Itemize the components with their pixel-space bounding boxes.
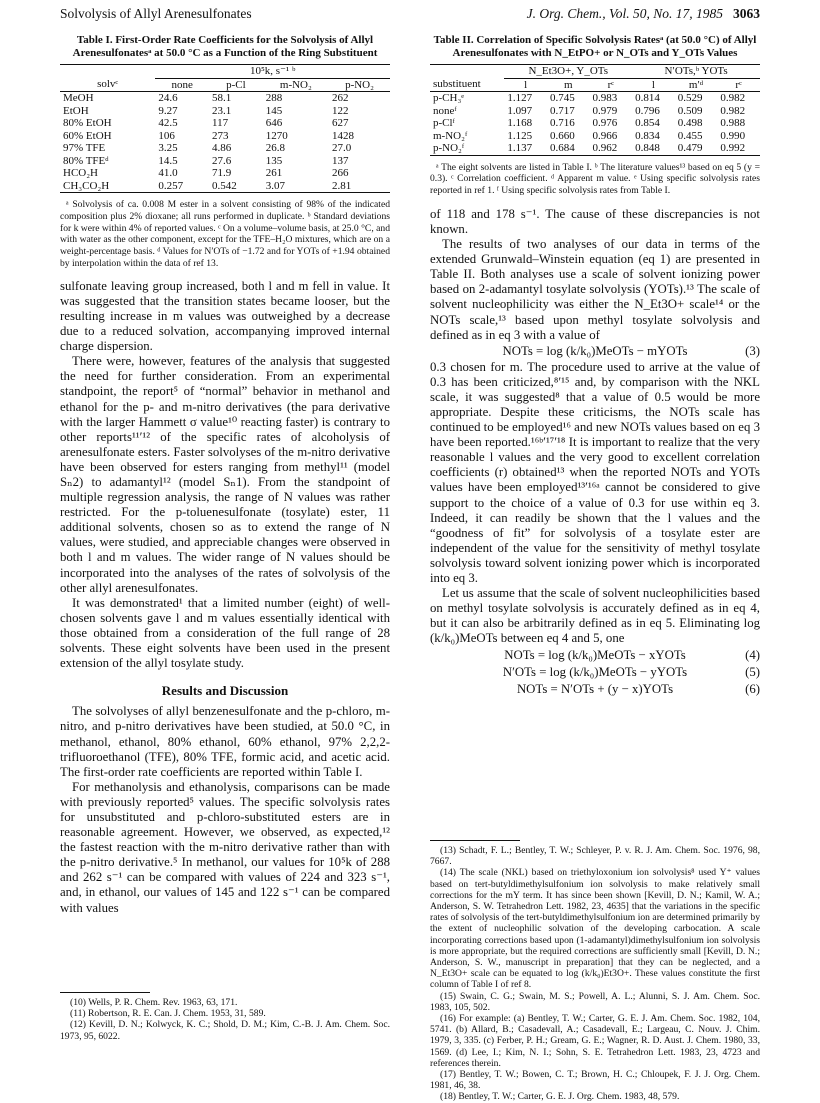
table-row (430, 130, 760, 143)
table2-group-header: N_Et3O+, Y_OTs (504, 65, 632, 79)
reference-rule (430, 840, 520, 841)
table2-col-header: m′ᵈ (675, 78, 718, 92)
table-cell: 1.168 (507, 117, 533, 129)
reference-rule (60, 992, 150, 993)
table-cell: 0.716 (549, 117, 575, 129)
table-row (60, 92, 390, 105)
table-cell: 23.1 (212, 104, 232, 117)
table1-col-header: p-NO₂ (329, 78, 390, 92)
table-cell: 122 (332, 104, 349, 117)
table1-col-header: m-NO₂ (263, 78, 329, 92)
table-cell: 0.684 (547, 142, 590, 155)
table-row (60, 180, 390, 193)
equation-number: (5) (745, 664, 760, 679)
running-header (60, 6, 760, 26)
table2-col-header: m (547, 78, 590, 92)
table-cell: 1.125 (507, 129, 533, 142)
table-cell: 3.25 (158, 142, 178, 154)
table-cell: 261 (265, 167, 283, 179)
table-cell: 0.717 (549, 104, 575, 117)
table-cell: 0.988 (720, 117, 746, 129)
table-cell: 137 (332, 154, 349, 167)
table-cell: 117 (212, 117, 229, 129)
table-cell: 0.962 (590, 142, 633, 155)
table-cell: 106 (158, 129, 175, 142)
paragraph: Let us assume that the scale of solvent nucleophilicities based on methyl tosylate solvolysis is accurately defined as in eq 4, but it can also be arbitrarily defined as in eq 5. Eliminating log (k/k₀)MeOTs between eq 4 and 5, one (430, 586, 760, 646)
table2-col-header: rᶜ (590, 78, 633, 92)
table-row (60, 130, 390, 143)
equation-3: NOTs = log (k/k₀)MeOTs − mYOTs (3) (502, 343, 760, 358)
table1 (60, 64, 390, 193)
right-body-text (430, 207, 760, 698)
equation-number: (4) (745, 647, 760, 662)
table-cell: 0.990 (720, 129, 746, 142)
table-row (430, 117, 760, 130)
reference: (12) Kevill, D. N.; Kolwyck, K. C.; Shold, D. M.; Kim, C.-B. J. Am. Chem. Soc. 1973, 95, 6022. (60, 1019, 390, 1042)
table-cell: 27.6 (212, 154, 232, 167)
table-cell: 0.509 (677, 104, 703, 117)
table-cell: 27.0 (332, 142, 352, 154)
right-column (430, 34, 760, 698)
table-cell: 0.479 (675, 142, 718, 155)
table-cell: 0.966 (592, 129, 618, 142)
table-cell: 627 (332, 117, 349, 129)
table-cell: 1.097 (507, 104, 533, 117)
table-cell: 0.796 (635, 104, 660, 117)
table-row (60, 105, 390, 118)
table-cell: 1.137 (504, 142, 547, 155)
table-cell: 135 (265, 154, 283, 167)
table-row (430, 142, 760, 155)
left-column (60, 34, 390, 916)
table1-col-header: none (155, 78, 209, 92)
table-cell: 4.86 (212, 142, 232, 154)
table2-col-substituent: substituent (430, 78, 504, 92)
row-label: 60% EtOH (63, 129, 112, 142)
table-row (60, 117, 390, 130)
table-row (60, 142, 390, 155)
table-row (430, 105, 760, 118)
reference: (11) Robertson, R. E. Can. J. Chem. 1953, 31, 589. (70, 1008, 266, 1020)
table-cell: 262 (332, 92, 349, 104)
row-label: noneᶠ (433, 104, 457, 117)
row-label: m-NO₂ᶠ (433, 129, 468, 142)
table-cell: 41.0 (158, 167, 178, 179)
table2-col-header: l (504, 78, 547, 92)
row-label: p-Clᶠ (433, 117, 455, 129)
table-cell: 0.982 (720, 104, 746, 117)
table-cell: 288 (265, 92, 283, 104)
left-body-text (60, 279, 390, 916)
paragraph: The solvolyses of allyl benzenesulfonate and the p-chloro, m-nitro, and p-nitro derivatives have been studied, at 50.0 °C, in methanol, ethanol, 80% ethanol, 60% ethanol, 97% 2,2,2-trifluoroethanol (TFE), 80% TFE, formic acid, and acetic acid. The first-order rate coefficients are reported within Table I. (60, 704, 390, 779)
journal-citation: J. Org. Chem., Vol. 50, No. 17, 1985 3063 (526, 6, 760, 21)
table-cell: 0.542 (209, 180, 263, 193)
table1-body (60, 92, 390, 193)
equation-5: N′OTs = log (k/k₀)MeOTs − yYOTs (5) (502, 664, 760, 679)
table-cell: 0.529 (677, 92, 703, 104)
table-cell: 266 (332, 167, 349, 179)
table2-caption: Table II. Correlation of Specific Solvolysis Ratesᵃ (at 50.0 °C) of Allyl Arenesulfonates with N_EtPO+ or N_OTs and Y_OTs Values (433, 34, 757, 59)
table1-span-header: 10⁵k, s⁻¹ ᵇ (155, 65, 390, 79)
row-label: CH₃CO₂H (60, 180, 155, 193)
table-cell: 0.745 (549, 92, 575, 104)
table-cell: 0.834 (635, 129, 660, 142)
table1-col-header: p-Cl (209, 78, 263, 92)
table-cell: 0.983 (592, 92, 618, 104)
table-cell: 0.982 (720, 92, 746, 104)
table-cell: 0.257 (155, 180, 209, 193)
table-cell: 71.9 (212, 167, 232, 179)
row-label: 80% TFEᵈ (63, 154, 109, 167)
table-row (60, 167, 390, 180)
reference: (18) Bentley, T. W.; Carter, G. E. J. Org. Chem. 1983, 48, 579. (440, 1091, 680, 1103)
table-cell: 0.992 (717, 142, 760, 155)
reference: (13) Schadt, F. L.; Bentley, T. W.; Schleyer, P. v. R. J. Am. Chem. Soc. 1976, 98, 7667. (430, 845, 760, 868)
table-cell: 42.5 (158, 117, 178, 129)
table-cell: 0.848 (632, 142, 675, 155)
table2-footnote: ᵃ The eight solvents are listed in Table I. ᵇ The literature values¹³ based on eq 5 (y = 0.3). ᶜ Correlation coefficient. ᵈ Apparent m value. ᵉ Using specific solvolysis rates reported in ref 1. ᶠ Using specific solvolysis rates from Table I. (430, 161, 760, 197)
page-number: 3063 (733, 6, 760, 21)
reference: (15) Swain, C. G.; Swain, M. S.; Powell, A. L.; Alunni, S. J. Am. Chem. Soc. 1983, 105, 502. (430, 990, 760, 1013)
section-heading: Results and Discussion (161, 683, 289, 699)
equation-number: (6) (745, 681, 760, 696)
running-title: Solvolysis of Allyl Arenesulfonates (60, 6, 252, 21)
table1-footnote: ᵃ Solvolysis of ca. 0.008 M ester in a solvent consisting of 98% of the indicated composition plus 2% dioxane; all runs performed in duplicate. ᵇ Standard deviations for k were within 4% of reported values. ᶜ On a volume–volume basis, at 25.0 °C, and with water as the other component, except for the TFE–H₂O mixtures, which are on a weight-percentage basis. ᵈ Values for N′OTs of −1.72 and for YOTs of +1.94 obtained by interpolation within the data of ref 13. (60, 199, 390, 269)
row-label: p-NO₂ᶠ (430, 142, 504, 155)
table-cell: 24.6 (158, 92, 178, 104)
table2-body (430, 92, 760, 156)
paragraph: There were, however, features of the analysis that suggested the need for further consideration. From an experimental standpoint, the report⁵ of “normal” behavior in methanol and ethanol for the p- and m-nitro derivatives (the para derivative with the larger Hammett σ value¹⁰ reacting faster) is contrary to other reports¹¹ʹ¹² of the specific rates of alcoholysis of arenesulfonate esters. Faster solvolyses of the m-nitro derivative have been observed for esters ranging from methyl¹¹ (model Sₙ2) to adamantyl¹² (model Sₙ1). From the standpoint of multiple regression analysis, the range of N values was rather restricted. For the p-toluenesulfonate (tosylate) ester, 11 additional solvents, chosen so as to extend the range of N values, were studied, and appreciable changes were observed in both l and m values. The wider range of N values should be incorporated into the analyses of the rates of solvolysis of the other allyl arenesulfonates. (60, 354, 390, 595)
paragraph: sulfonate leaving group increased, both l and m fell in value. It was suggested that the transition states became looser, but the resulting increase in m values was outweighed by a decrease due to a reduced solvation, accompanying improved internal charge dispersion. (60, 278, 390, 354)
equation-4: NOTs = log (k/k₀)MeOTs − xYOTs (4) (504, 647, 760, 662)
right-references (430, 834, 760, 1103)
equation-number: (3) (745, 343, 760, 358)
table-cell: 9.27 (158, 104, 178, 117)
table-cell: 0.498 (677, 117, 703, 129)
table-row (60, 155, 390, 168)
table-cell: 26.8 (265, 142, 285, 154)
table1-col-solv: solvᶜ (60, 78, 155, 92)
equation-6: NOTs = N′OTs + (y − x)YOTs (6) (516, 681, 760, 696)
table-cell: 0.814 (635, 92, 660, 104)
reference: (10) Wells, P. R. Chem. Rev. 1963, 63, 171. (70, 997, 238, 1008)
table-row (430, 92, 760, 105)
table-cell: 1270 (265, 129, 288, 142)
table-cell: 3.07 (263, 180, 329, 193)
table2-group-header: N′OTs,ᵇ YOTs (632, 65, 760, 79)
table2-col-header: l (632, 78, 675, 92)
row-label: p-CH₃ᵉ (433, 92, 465, 104)
row-label: MeOH (63, 92, 94, 104)
row-label: HCO₂H (63, 167, 99, 179)
table-cell: 646 (265, 117, 283, 129)
table-cell: 2.81 (329, 180, 390, 193)
row-label: 80% EtOH (63, 117, 112, 129)
row-label: 97% TFE (63, 142, 106, 154)
table-cell: 273 (212, 129, 229, 142)
reference: (17) Bentley, T. W.; Bowen, C. T.; Brown, H. C.; Chloupek, F. J. J. Org. Chem. 1981, 46, 38. (430, 1069, 760, 1092)
reference: (16) For example: (a) Bentley, T. W.; Carter, G. E. J. Am. Chem. Soc. 1982, 104, 5741. (b) Allard, B.; Casadevall, A.; Casadevall, E.; Largeau, C. Nouv. J. Chim. 1979, 3, 335. (c) Ferber, P. H.; Gream, G. E.; Wagner, R. D. Aust. J. Chem. 1980, 33, 1569. (d) Lee, I.; Kim, N. I.; Sohn, S. E. Tetrahedron Lett. 1983, 23, 4723 and references therein. (430, 1013, 760, 1069)
paragraph: For methanolysis and ethanolysis, comparisons can be made with previously reported⁵ values. The specific solvolysis rates for unsubstituted and p-chloro-substituted esters are in reasonable agreement. However, we observed, as expected,¹² the fastest reaction with the m-nitro derivative rather than with the p-nitro derivative.⁵ In methanol, our values for 10⁵k of 288 and 262 s⁻¹ can be compared with values of 224 and 323 s⁻¹, and, in ethanol, our values of 145 and 122 s⁻¹ can be compared with values (60, 779, 390, 915)
table-cell: 0.976 (592, 117, 618, 129)
table2 (430, 64, 760, 156)
paragraph: The results of two analyses of our data in terms of the extended Grunwald–Winstein equation (eq 1) are presented in Table II. Both analyses use a scale of solvent ionizing power based on 2-adamantyl tosylate solvolysis (YOTs).¹³ The scale of solvent nucleophilicity was either the N_Et3O+ scale¹⁴ or the NOTs scale,¹³ based upon methyl tosylate solvolysis and defined as in eq 3 with a value of (430, 237, 760, 342)
row-label: EtOH (63, 104, 89, 117)
table1-caption: Table I. First-Order Rate Coefficients for the Solvolysis of Allyl Arenesulfonatesᵃ at 50.0 °C as a Function of the Ring Substituent (72, 34, 378, 59)
left-references (60, 986, 390, 1042)
table-cell: 0.979 (592, 104, 618, 117)
table-cell: 0.854 (635, 117, 660, 129)
table-cell: 0.660 (549, 129, 575, 142)
table-cell: 1.127 (507, 92, 533, 104)
paragraph: of 118 and 178 s⁻¹. The cause of these discrepancies is not known. (430, 206, 760, 236)
paragraph: 0.3 chosen for m. The procedure used to arrive at the value of 0.3 has been criticized,⁸ʹ¹⁵ and, by comparison with the NKL scale, it was suggested⁸ that a value of 0.5 would be more appropriate. Despite these criticisms, the NOTs scale has continued to be employed¹⁶ and new NOTs values based on eq 3 have been reported.¹⁶ᵇʹ¹⁷ʹ¹⁸ It is important to realize that the very reasonable l values and the very good to excellent correlation coefficients (r) obtained¹³ when the reported NOTs and YOTs values have been employed¹³ʹ¹⁶ᵃ cannot be considered to give support to the choice of a value of 0.3 for use within eq 3. Indeed, it can readily be shown that the l values and the “goodness of fit” for solvolysis of a tosylate ester are independent of the value for the sensitivity of methyl tosylate solvolysis toward solvent ionizing power which is incorporated into eq 3. (430, 359, 760, 586)
reference: (14) The scale (NKL) based on triethyloxonium ion solvolysis⁸ used Y⁺ values based on tert-butyldimethylsulfonium ion solvolysis to make relatively small corrections for the mY term. It has since been shown [Kevill, D. N.; Kamil, W. A.; Anderson, S. W. Tetrahedron Lett. 1982, 23, 4635] that the variations in the specific rates of solvolysis of the tert-butyldimethylsulfonium ion are determined primarily by the extent of nucleophilic solvation of the developing carbocation. A scale incorporating corrections based upon (1-adamantyl)dimethylsulfonium ion solvolysis is more appropriate, but the required corrections are sufficiently small [Kevill, D. N.; Anderson, S. W., manuscript in preparation] that they can be neglected, and a N_Et3O+ scale can be equated to log (k/k₀)Et3O+. These values constitute the first column of Table I of ref 8. (430, 867, 760, 991)
table2-col-header: rᶜ (717, 78, 760, 92)
table-cell: 0.455 (677, 129, 703, 142)
paragraph: It was demonstrated¹ that a limited number (eight) of well-chosen solvents gave l and m values essentially identical with those obtained from a consideration of the full range of 28 solvents. These eight solvents have been used in the present extension of the allyl tosylate study. (60, 595, 390, 671)
table-cell: 1428 (332, 129, 355, 142)
table-cell: 58.1 (212, 92, 232, 104)
table-cell: 145 (265, 104, 283, 117)
table-cell: 14.5 (158, 154, 178, 167)
